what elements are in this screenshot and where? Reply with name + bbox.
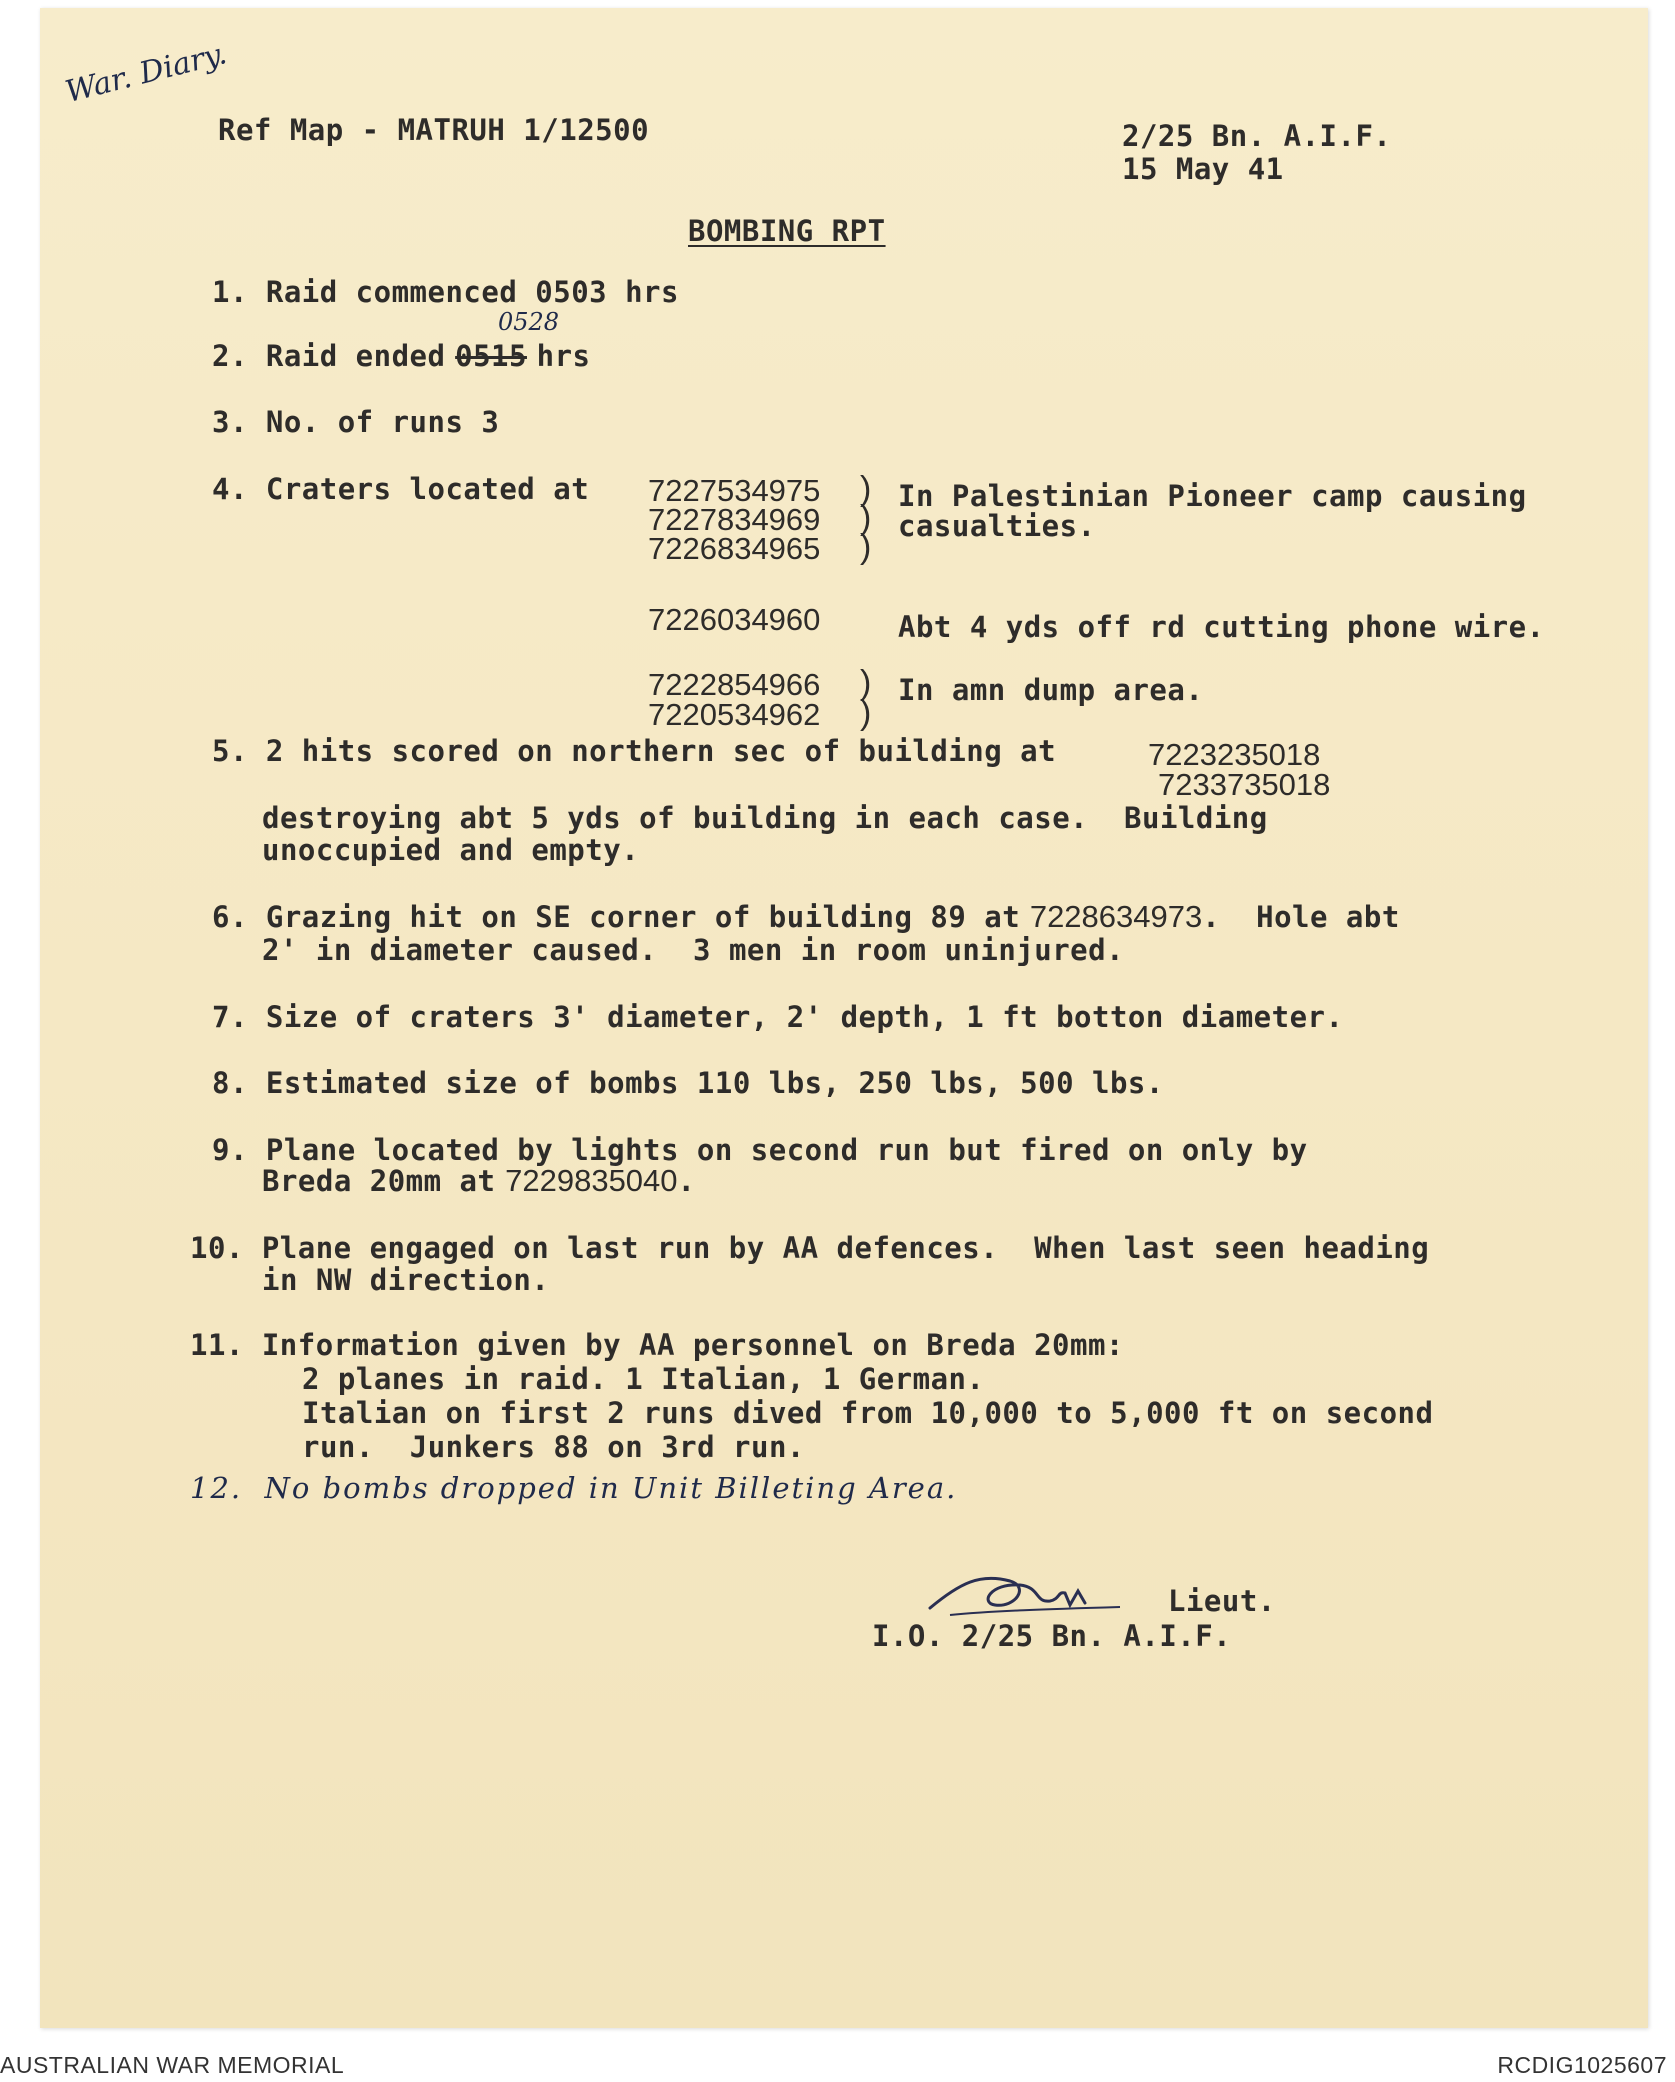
end-time-correction: 0528 xyxy=(498,308,560,336)
item-9-line-2 xyxy=(262,1165,696,1197)
building-ref-1: 7223235018 xyxy=(1148,737,1321,772)
item-2-suffix: hrs xyxy=(536,339,591,373)
item-10-line-1: 10. Plane engaged on last run by AA defences. When last seen heading xyxy=(190,1231,1430,1265)
crater-ref-4: 7226034960 xyxy=(648,602,821,637)
item-6-line-1 xyxy=(212,901,1400,933)
report-date: 15 May 41 xyxy=(1122,152,1284,186)
item-11-line-2: 2 planes in raid. 1 Italian, 1 German. xyxy=(302,1362,985,1396)
item-7: 7. Size of craters 3' diameter, 2' depth, 1 ft botton diameter. xyxy=(212,1000,1344,1034)
struck-time: 0515 xyxy=(455,339,527,373)
item-9-end: . xyxy=(677,1164,696,1198)
item-6-text: 6. Grazing hit on SE corner of building 89 at xyxy=(212,900,1021,934)
brace: ) xyxy=(860,664,872,702)
building-ref-2: 7233735018 xyxy=(1158,767,1331,802)
item-5-line-3: unoccupied and empty. xyxy=(262,833,640,867)
war-diary-annotation: War. Diary. xyxy=(62,36,231,110)
item-2 xyxy=(212,340,591,372)
item-6-end: . Hole abt xyxy=(1202,900,1400,934)
crater-note-3: In amn dump area. xyxy=(898,673,1204,707)
crater-ref-3: 7226834965 xyxy=(648,531,821,566)
item-9-text: Breda 20mm at xyxy=(262,1164,496,1198)
item-6-line-2: 2' in diameter caused. 3 men in room uninjured. xyxy=(262,933,1125,967)
crater-ref-5: 7222854966 xyxy=(648,667,821,702)
item-1: 1. Raid commenced 0503 hrs xyxy=(212,275,679,309)
item-8: 8. Estimated size of bombs 110 lbs, 250 lbs, 500 lbs. xyxy=(212,1066,1164,1100)
crater-note-1b: casualties. xyxy=(898,509,1096,543)
item-12-handwritten: 12. No bombs dropped in Unit Billeting Area. xyxy=(190,1471,958,1505)
unit-designation: 2/25 Bn. A.I.F. xyxy=(1122,119,1392,153)
brace: ) xyxy=(860,499,872,537)
item-2-prefix: 2. Raid ended xyxy=(212,339,446,373)
crater-ref-6: 7220534962 xyxy=(648,697,821,732)
item-9-line-1: 9. Plane located by lights on second run but fired on only by xyxy=(212,1133,1308,1167)
footer-archive-name: AUSTRALIAN WAR MEMORIAL xyxy=(0,2052,345,2078)
signature-rank: Lieut. xyxy=(1168,1584,1276,1618)
item-3: 3. No. of runs 3 xyxy=(212,405,500,439)
report-title: BOMBING RPT xyxy=(688,214,886,248)
breda-position-ref: 7229835040 xyxy=(505,1163,678,1198)
brace: ) xyxy=(860,470,872,508)
item-5-line-1: 5. 2 hits scored on northern sec of building at xyxy=(212,734,1057,768)
item-5-line-2: destroying abt 5 yds of building in each case. Building xyxy=(262,801,1268,835)
crater-ref-2: 7227834969 xyxy=(648,502,821,537)
item-11-line-1: 11. Information given by AA personnel on Breda 20mm: xyxy=(190,1328,1124,1362)
crater-note-2: Abt 4 yds off rd cutting phone wire. xyxy=(898,610,1545,644)
item-4-label: 4. Craters located at xyxy=(212,472,590,506)
item-11-line-4: run. Junkers 88 on 3rd run. xyxy=(302,1430,805,1464)
signature-role: I.O. 2/25 Bn. A.I.F. xyxy=(872,1619,1232,1653)
item-10-line-2: in NW direction. xyxy=(262,1263,550,1297)
crater-ref-1: 7227534975 xyxy=(648,473,821,508)
brace: ) xyxy=(860,694,872,732)
ref-map: Ref Map - MATRUH 1/12500 xyxy=(218,113,650,147)
footer-record-id: RCDIG1025607 xyxy=(1497,2052,1667,2078)
brace: ) xyxy=(860,528,872,566)
building-89-ref: 7228634973 xyxy=(1029,899,1203,934)
document-page xyxy=(40,8,1648,2028)
item-11-line-3: Italian on first 2 runs dived from 10,000 to 5,000 ft on second xyxy=(302,1396,1434,1430)
crater-note-1: In Palestinian Pioneer camp causing xyxy=(898,479,1527,513)
